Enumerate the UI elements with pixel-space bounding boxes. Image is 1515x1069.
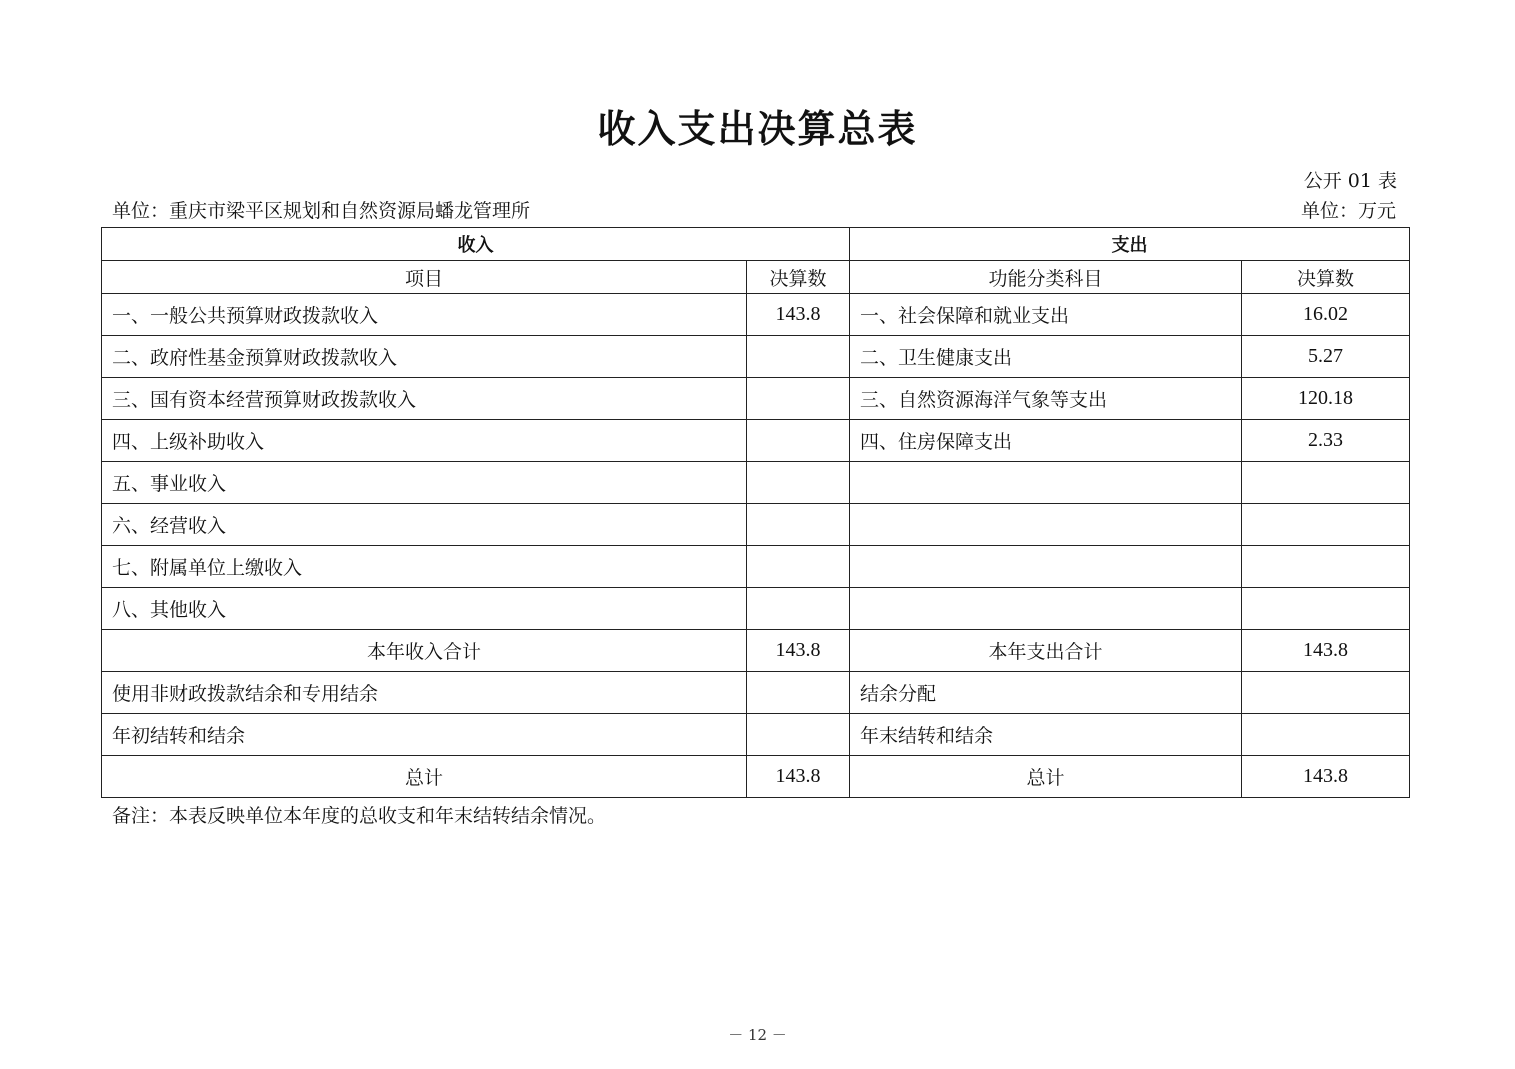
income-total-label: 总计 xyxy=(102,756,747,798)
income-amount-cell xyxy=(747,672,850,714)
expense-amount-cell xyxy=(1242,672,1410,714)
table-row xyxy=(102,294,1410,336)
income-amount-cell xyxy=(747,588,850,630)
expense-amount-cell xyxy=(1242,462,1410,504)
footnote: 备注：本表反映单位本年度的总收支和年末结转结余情况。 xyxy=(112,805,607,827)
total-row xyxy=(102,756,1410,798)
organization-label: 单位：重庆市梁平区规划和自然资源局蟠龙管理所 xyxy=(112,200,531,222)
income-item-header: 项目 xyxy=(102,261,747,294)
table-row xyxy=(102,588,1410,630)
expense-item-cell: 四、住房保障支出 xyxy=(850,420,1242,462)
expense-subtotal-amount: 143.8 xyxy=(1242,630,1410,672)
table-row xyxy=(102,546,1410,588)
expense-item-cell: 年末结转和结余 xyxy=(850,714,1242,756)
income-item-cell: 一、一般公共预算财政拨款收入 xyxy=(102,294,747,336)
unit-label: 单位：万元 xyxy=(1300,200,1396,222)
expense-item-cell xyxy=(850,546,1242,588)
income-item-cell: 五、事业收入 xyxy=(102,462,747,504)
expense-item-cell xyxy=(850,462,1242,504)
expense-subtotal-label: 本年支出合计 xyxy=(850,630,1242,672)
table-row xyxy=(102,672,1410,714)
income-item-cell: 二、政府性基金预算财政拨款收入 xyxy=(102,336,747,378)
income-amount-cell: 143.8 xyxy=(747,294,850,336)
expense-item-cell xyxy=(850,504,1242,546)
expense-header: 支出 xyxy=(850,228,1410,261)
income-amount-cell xyxy=(747,462,850,504)
income-amount-cell xyxy=(747,336,850,378)
table-row xyxy=(102,504,1410,546)
table-header-columns xyxy=(102,261,1410,294)
income-header: 收入 xyxy=(102,228,850,261)
income-amount-cell xyxy=(747,714,850,756)
income-item-cell: 三、国有资本经营预算财政拨款收入 xyxy=(102,378,747,420)
expense-total-amount: 143.8 xyxy=(1242,756,1410,798)
expense-amount-cell: 120.18 xyxy=(1242,378,1410,420)
expense-amount-header: 决算数 xyxy=(1242,261,1410,294)
expense-item-cell: 三、自然资源海洋气象等支出 xyxy=(850,378,1242,420)
expense-item-header: 功能分类科目 xyxy=(850,261,1242,294)
income-subtotal-label: 本年收入合计 xyxy=(102,630,747,672)
income-total-amount: 143.8 xyxy=(747,756,850,798)
income-item-cell: 七、附属单位上缴收入 xyxy=(102,546,747,588)
expense-amount-cell xyxy=(1242,504,1410,546)
table-row xyxy=(102,420,1410,462)
page-number: － 12 － xyxy=(728,1026,787,1044)
table-header-group xyxy=(102,228,1410,261)
income-item-cell: 八、其他收入 xyxy=(102,588,747,630)
table-row xyxy=(102,378,1410,420)
expense-amount-cell: 2.33 xyxy=(1242,420,1410,462)
expense-item-cell: 二、卫生健康支出 xyxy=(850,336,1242,378)
expense-item-cell xyxy=(850,588,1242,630)
income-amount-header: 决算数 xyxy=(747,261,850,294)
expense-amount-cell: 16.02 xyxy=(1242,294,1410,336)
page-title: 收入支出决算总表 xyxy=(597,106,918,151)
expense-item-cell: 结余分配 xyxy=(850,672,1242,714)
subtotal-row xyxy=(102,630,1410,672)
income-item-cell: 四、上级补助收入 xyxy=(102,420,747,462)
expense-amount-cell xyxy=(1242,546,1410,588)
table-row xyxy=(102,714,1410,756)
table-row xyxy=(102,336,1410,378)
expense-amount-cell xyxy=(1242,714,1410,756)
table-row xyxy=(102,462,1410,504)
income-item-cell: 六、经营收入 xyxy=(102,504,747,546)
expense-amount-cell xyxy=(1242,588,1410,630)
income-amount-cell xyxy=(747,378,850,420)
income-amount-cell xyxy=(747,420,850,462)
income-item-cell: 使用非财政拨款结余和专用结余 xyxy=(102,672,747,714)
income-expense-table xyxy=(101,227,1410,798)
expense-total-label: 总计 xyxy=(850,756,1242,798)
form-number: 公开 01 表 xyxy=(1303,170,1397,192)
income-amount-cell xyxy=(747,504,850,546)
income-subtotal-amount: 143.8 xyxy=(747,630,850,672)
expense-amount-cell: 5.27 xyxy=(1242,336,1410,378)
income-amount-cell xyxy=(747,546,850,588)
expense-item-cell: 一、社会保障和就业支出 xyxy=(850,294,1242,336)
income-item-cell: 年初结转和结余 xyxy=(102,714,747,756)
